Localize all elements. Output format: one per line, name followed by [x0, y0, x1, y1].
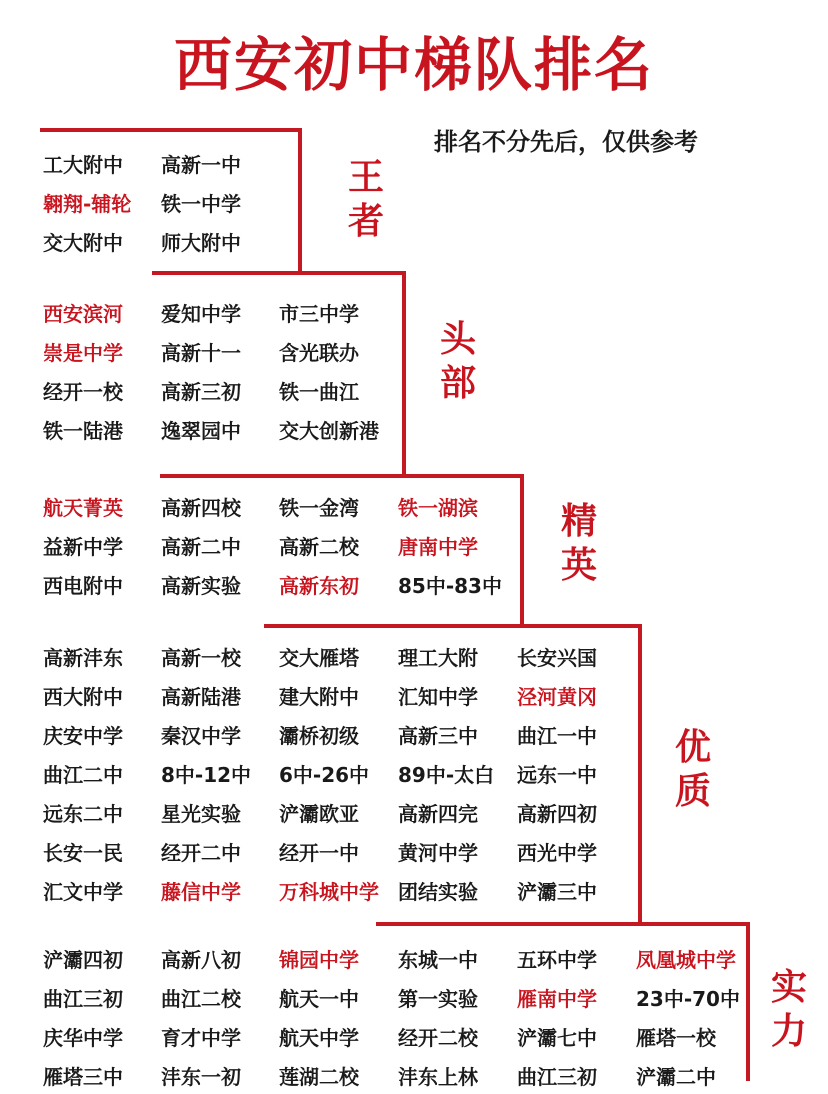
school-name: 星光实验 [161, 802, 241, 826]
divider [160, 474, 524, 478]
school-name: 长安兴国 [517, 646, 597, 670]
school-name: 高新东初 [279, 574, 359, 598]
school-name: 高新实验 [161, 574, 241, 598]
school-name: 经开一校 [43, 380, 123, 404]
school-name: 铁一金湾 [279, 496, 359, 520]
tier-label-char: 头 [439, 319, 476, 360]
school-name: 雁塔一校 [636, 1026, 716, 1050]
school-name: 益新中学 [43, 535, 123, 559]
school-name: 育才中学 [161, 1026, 241, 1050]
tier-label-char: 优 [674, 727, 711, 768]
school-name: 高新十一 [161, 341, 241, 365]
school-name: 爱知中学 [161, 302, 241, 326]
subtitle-note: 排名不分先后，仅供参考 [434, 128, 698, 156]
school-row [0, 719, 828, 753]
school-name: 85中-83中 [398, 574, 502, 598]
school-row [0, 641, 828, 675]
school-name: 高新一校 [161, 646, 241, 670]
school-name: 6中-26中 [279, 763, 370, 787]
school-name: 崇是中学 [43, 341, 123, 365]
school-name: 泾河黄冈 [517, 685, 597, 709]
school-name: 铁一陆港 [43, 419, 123, 443]
school-row [0, 226, 828, 260]
school-name: 西光中学 [517, 841, 597, 865]
school-row [0, 569, 828, 603]
school-row [0, 758, 828, 792]
school-name: 东城一中 [398, 948, 478, 972]
school-name: 曲江三初 [517, 1065, 597, 1089]
school-row [0, 1060, 828, 1094]
school-name: 唐南中学 [398, 535, 478, 559]
tier-label-char: 实 [770, 967, 807, 1008]
school-name: 经开二中 [161, 841, 241, 865]
school-name: 雁南中学 [517, 987, 597, 1011]
school-row [0, 1021, 828, 1055]
school-row [0, 187, 828, 221]
school-row [0, 336, 828, 370]
divider [40, 128, 302, 132]
school-name: 交大附中 [43, 231, 123, 255]
school-name: 黄河中学 [398, 841, 478, 865]
school-name: 锦园中学 [279, 948, 359, 972]
school-name: 含光联办 [279, 341, 359, 365]
school-name: 秦汉中学 [161, 724, 241, 748]
school-name: 交大创新港 [279, 419, 379, 443]
school-row [0, 982, 828, 1016]
school-name: 曲江三初 [43, 987, 123, 1011]
school-name: 浐灞四初 [43, 948, 123, 972]
school-row [0, 836, 828, 870]
school-name: 工大附中 [43, 153, 123, 177]
school-name: 高新八初 [161, 948, 241, 972]
school-name: 市三中学 [279, 302, 359, 326]
school-name: 汇知中学 [398, 685, 478, 709]
school-name: 高新三初 [161, 380, 241, 404]
school-name: 远东二中 [43, 802, 123, 826]
divider [152, 271, 406, 275]
school-name: 西大附中 [43, 685, 123, 709]
school-name: 铁一中学 [161, 192, 241, 216]
school-name: 庆安中学 [43, 724, 123, 748]
school-name: 莲湖二校 [279, 1065, 359, 1089]
school-name: 高新二校 [279, 535, 359, 559]
school-name: 高新四初 [517, 802, 597, 826]
tier-label-char: 力 [770, 1011, 807, 1052]
school-name: 交大雁塔 [279, 646, 359, 670]
school-name: 89中-太白 [398, 763, 495, 787]
school-name: 西电附中 [43, 574, 123, 598]
school-name: 西安滨河 [43, 302, 123, 326]
tier-label-char: 质 [674, 771, 711, 812]
divider [376, 922, 750, 926]
school-row [0, 491, 828, 525]
school-name: 高新陆港 [161, 685, 241, 709]
school-name: 建大附中 [279, 685, 359, 709]
tier-label-char: 者 [347, 201, 384, 242]
school-name: 庆华中学 [43, 1026, 123, 1050]
school-row [0, 943, 828, 977]
school-name: 沣东一初 [161, 1065, 241, 1089]
school-name: 曲江二中 [43, 763, 123, 787]
school-name: 铁一湖滨 [398, 496, 478, 520]
school-name: 藤信中学 [161, 880, 241, 904]
school-name: 万科城中学 [279, 880, 379, 904]
school-name: 8中-12中 [161, 763, 252, 787]
school-name: 浐灞三中 [517, 880, 597, 904]
school-name: 浐灞欧亚 [279, 802, 359, 826]
school-name: 第一实验 [398, 987, 478, 1011]
school-row [0, 297, 828, 331]
school-name: 航天中学 [279, 1026, 359, 1050]
school-name: 翱翔-辅轮 [43, 192, 132, 216]
school-name: 曲江二校 [161, 987, 241, 1011]
school-row [0, 875, 828, 909]
school-name: 五环中学 [517, 948, 597, 972]
school-row [0, 375, 828, 409]
school-name: 雁塔三中 [43, 1065, 123, 1089]
school-name: 高新一中 [161, 153, 241, 177]
school-name: 经开一中 [279, 841, 359, 865]
school-name: 高新三中 [398, 724, 478, 748]
school-name: 团结实验 [398, 880, 478, 904]
school-name: 高新沣东 [43, 646, 123, 670]
school-name: 高新二中 [161, 535, 241, 559]
page-title: 西安初中梯队排名 [173, 31, 654, 99]
school-name: 理工大附 [398, 646, 478, 670]
tier-label-char: 英 [560, 545, 597, 586]
school-name: 铁一曲江 [279, 380, 359, 404]
school-name: 远东一中 [517, 763, 597, 787]
tier-label-char: 王 [347, 157, 384, 198]
school-name: 凤凰城中学 [636, 948, 736, 972]
school-name: 航天一中 [279, 987, 359, 1011]
school-row [0, 680, 828, 714]
school-row [0, 148, 828, 182]
school-row [0, 797, 828, 831]
school-name: 高新四完 [398, 802, 478, 826]
school-name: 长安一民 [43, 841, 123, 865]
school-name: 汇文中学 [43, 880, 123, 904]
school-name: 沣东上林 [398, 1065, 478, 1089]
school-row [0, 414, 828, 448]
school-name: 经开二校 [398, 1026, 478, 1050]
school-name: 师大附中 [161, 231, 241, 255]
school-name: 航天菁英 [43, 496, 123, 520]
school-name: 23中-70中 [636, 987, 740, 1011]
school-name: 浐灞二中 [636, 1065, 716, 1089]
school-name: 浐灞七中 [517, 1026, 597, 1050]
tier-label-char: 精 [560, 501, 597, 542]
school-name: 高新四校 [161, 496, 241, 520]
divider [264, 624, 642, 628]
school-name: 曲江一中 [517, 724, 597, 748]
school-name: 逸翠园中 [161, 419, 241, 443]
school-name: 灞桥初级 [279, 724, 359, 748]
tier-label-char: 部 [439, 363, 476, 404]
school-row [0, 530, 828, 564]
